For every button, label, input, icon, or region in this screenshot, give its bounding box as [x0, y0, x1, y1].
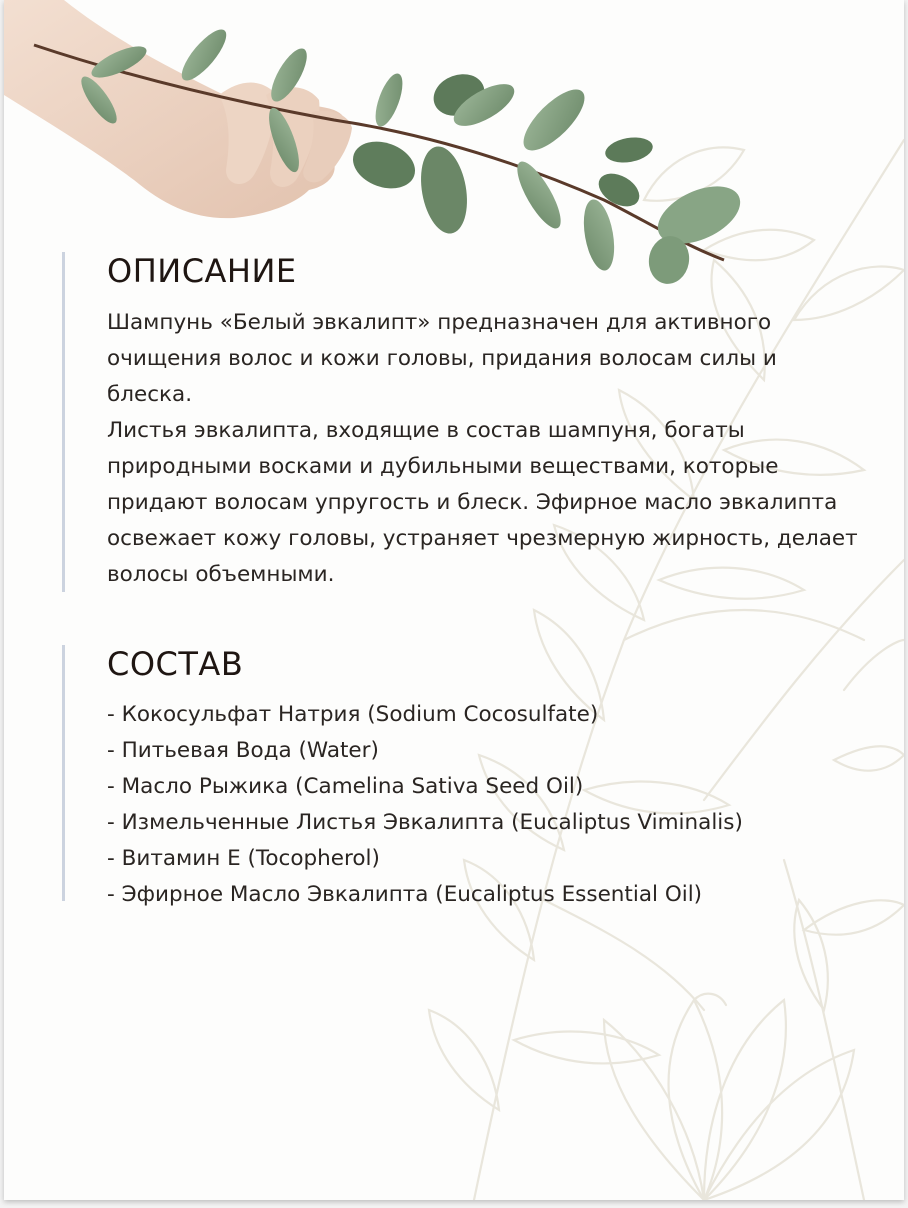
description-text: [107, 305, 867, 593]
composition-title: СОСТАВ: [107, 645, 244, 683]
product-description-page: [4, 0, 904, 1200]
accent-bar: [62, 645, 65, 901]
ingredient-item: - Кокосульфат Натрия (Sodium Cocosulfate): [107, 702, 599, 727]
ingredient-item: - Эфирное Масло Эвкалипта (Eucaliptus Essential Oil): [107, 882, 703, 907]
ingredient-item: - Измельченные Листья Эвкалипта (Eucaliptus Viminalis): [107, 810, 743, 835]
composition-section: [62, 645, 882, 905]
description-paragraph: Листья эвкалипта, входящие в состав шампуня, богаты природными восками и дубильными веществами, которые придают волосам упругость и блеск. Эфирное масло эвкалипта освежает кожу головы, устраняет чрезмерную жирность, делает волосы объемными.: [107, 418, 858, 587]
accent-bar: [62, 252, 65, 592]
ingredient-item: - Витамин Е (Tocopherol): [107, 846, 380, 871]
description-title: ОПИСАНИЕ: [107, 252, 297, 290]
ingredients-list: [107, 697, 867, 913]
ingredient-item: - Масло Рыжика (Camelina Sativa Seed Oil): [107, 774, 584, 799]
description-paragraph: Шампунь «Белый эвкалипт» предназначен для активного очищения волос и кожи головы, придания волосам силы и блеска.: [107, 310, 777, 407]
description-section: [62, 252, 882, 594]
ingredient-item: - Питьевая Вода (Water): [107, 738, 379, 763]
